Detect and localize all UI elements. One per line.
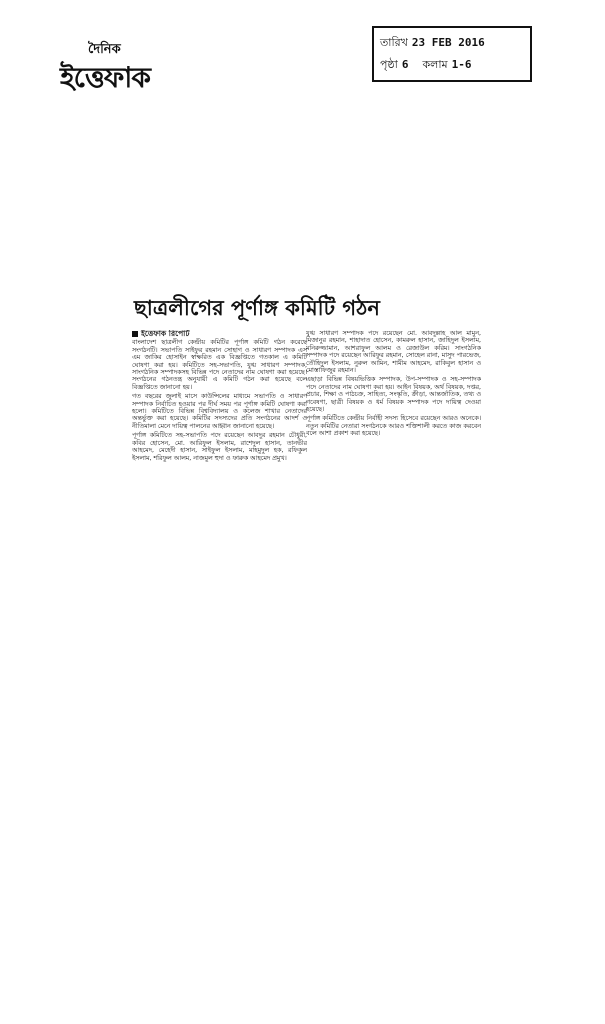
stamp-date-value: 23 FEB 2016 [411, 36, 485, 49]
article-paragraph: বাংলাদেশ ছাত্রলীগ কেন্দ্রীয় কমিটির পূর্ণাঙ্গ কমিটি গঠন করেছে সংগঠনটি। সভাপতি সাইফুর রহমান সোহাগ ও সাধারণ সম্পাদক এস এম জাকির হোসাইন স্বাক্ষরিত এক বিজ্ঞপ্তিতে গতকাল এ কমিটি ঘোষণা করা হয়। কমিটিতে সহ-সভাপতি, যুগ্ম সাধারণ সম্পাদক, সাংগঠনিক সম্পাদকসহ বিভিন্ন পদে নেতাদের নাম ঘোষণা করা হয়েছে। সংগঠনের গঠনতন্ত্র অনুযায়ী এ কমিটি গঠন করা হয়েছে বলে বিজ্ঞপ্তিতে জানানো হয়। [132, 339, 307, 391]
article-column-left [132, 330, 307, 600]
article-byline [132, 330, 307, 337]
masthead-prefix: দৈনিক [88, 42, 121, 57]
article-paragraph: পূর্ণাঙ্গ কমিটিতে কেন্দ্রীয় নির্বাহী সদস্য হিসেবে রয়েছেন আরও অনেকে। নতুন কমিটির নেতারা সংগঠনকে আরও শক্তিশালী করতে কাজ করবেন বলে আশা প্রকাশ করা হয়েছে। [306, 415, 481, 438]
article-headline: ছাত্রলীগের পূর্ণাঙ্গ কমিটি গঠন [134, 296, 380, 320]
article-paragraph: যুগ্ম সাধারণ সম্পাদক পদে রয়েছেন মো. আবদুল্লাহ আল মামুন, মিজানুর রহমান, শাহাদাত হোসেন, কামরুল হাসান, জাহিদুল ইসলাম, মনিরুজ্জামান, আশরাফুল আলম ও রেজাউল করিম। সাংগঠনিক সম্পাদক পদে রয়েছেন আরিফুর রহমান, সোহেল রানা, মাসুদ পারভেজ, তৌহিদুল ইসলাম, নুরুল আমিন, শামীম আহমেদ, রাকিবুল হাসান ও মোস্তাফিজুর রহমান। [306, 330, 481, 375]
news-clipping [120, 282, 496, 612]
masthead-title: ইত্তেফাক [60, 61, 151, 94]
stamp-page-label: পৃষ্ঠা [380, 58, 398, 71]
article-paragraph: গত বছরের জুলাই মাসে কাউন্সিলের মাধ্যমে সভাপতি ও সাধারণ সম্পাদক নির্বাচিত হওয়ার পর দীর্ঘ সময় পর পূর্ণাঙ্গ কমিটি ঘোষণা করা হলো। কমিটিতে বিভিন্ন বিশ্ববিদ্যালয় ও কলেজ শাখার নেতাদের অন্তর্ভুক্ত করা হয়েছে। কমিটির সদস্যদের প্রতি সংগঠনের আদর্শ ও নীতিমালা মেনে দায়িত্ব পালনের আহ্বান জানানো হয়েছে। [132, 393, 307, 430]
newspaper-masthead [60, 40, 200, 100]
stamp-page-row [380, 54, 524, 76]
stamp-date-label: তারিখ [380, 36, 408, 49]
article-paragraph: পূর্ণাঙ্গ কমিটিতে সহ-সভাপতি পদে রয়েছেন আবদুর রহমান চৌধুরী, কবির হোসেন, মো. আরিফুল ইসলাম, রাশেদুল হাসান, তানভীর আহমেদ, মেহেদী হাসান, সাইফুল ইসলাম, মাহমুদুল হক, রফিকুল ইসলাম, শরিফুল আলম, নাজমুল হুদা ও ফারুক আহমেদ প্রমুখ। [132, 432, 307, 462]
stamp-date-row [380, 32, 524, 54]
stamp-page-value: 6 [401, 58, 409, 71]
byline-text: ইত্তেফাক রিপোর্ট [141, 330, 190, 338]
bullet-square-icon [132, 331, 138, 337]
archive-stamp [372, 26, 532, 82]
article-paragraph: এছাড়া বিভিন্ন বিষয়ভিত্তিক সম্পাদক, উপ-সম্পাদক ও সহ-সম্পাদক পদে নেতাদের নাম ঘোষণা করা হয়। আইন বিষয়ক, অর্থ বিষয়ক, দপ্তর, প্রচার, শিক্ষা ও পাঠচক্র, সাহিত্য, সংস্কৃতি, ক্রীড়া, আন্তর্জাতিক, তথ্য ও গবেষণা, ছাত্রী বিষয়ক ও ধর্ম বিষয়ক সম্পাদক পদে দায়িত্ব দেওয়া হয়েছে। [306, 376, 481, 414]
article-column-right [306, 330, 481, 600]
stamp-column-value: 1-6 [451, 58, 472, 71]
stamp-column-label: কলাম [422, 58, 448, 71]
